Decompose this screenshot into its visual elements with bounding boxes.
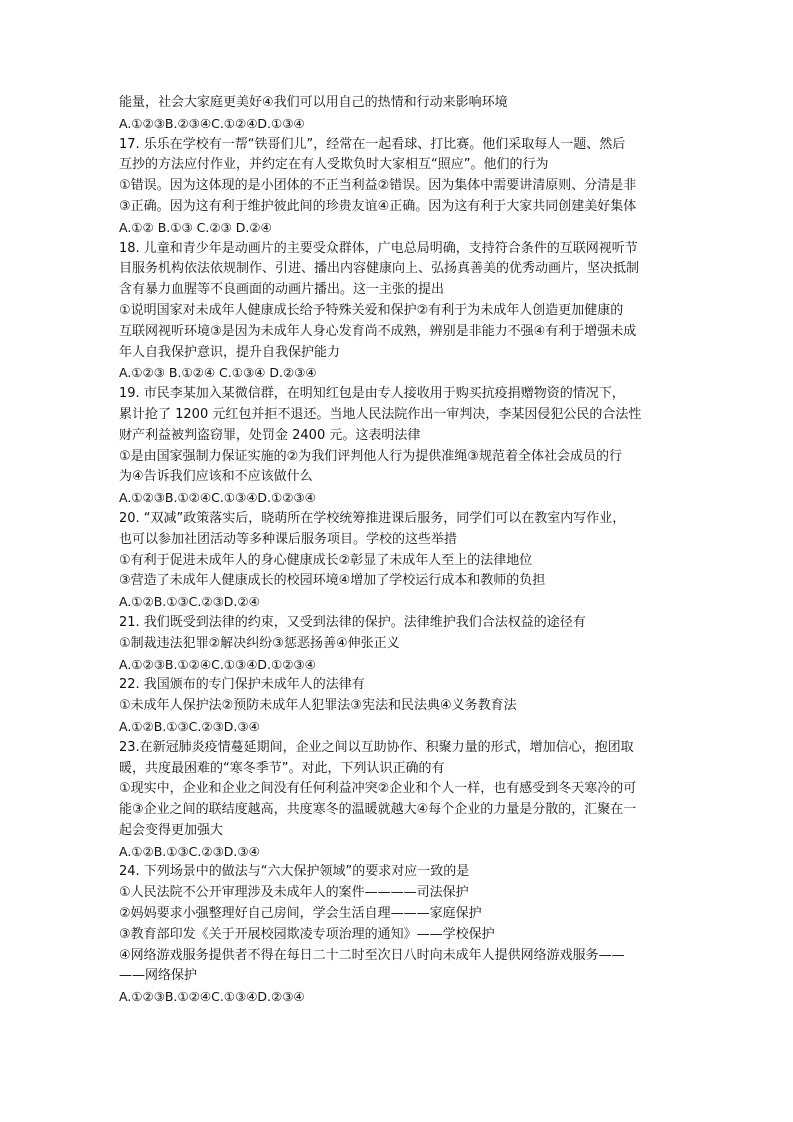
- text-line: 财产利益被判盗窃罪，处罚金 2400 元。这表明法律: [119, 427, 421, 443]
- text-line: 暖，共度最困难的“寒冬季节”。对此，下列认识正确的有: [119, 760, 445, 776]
- text-line: ②妈妈要求小强整理好自己房间，学会生活自理———家庭保护: [119, 906, 482, 922]
- answer-options: A.①②B.①③C.②③D.③④: [119, 718, 260, 734]
- text-line: 互联网视听环境③是因为未成年人身心发育尚不成熟，辨别是非能力不强④有利于增强未成: [119, 323, 637, 339]
- answer-options: A.①②B.①③C.②③D.③④: [119, 843, 260, 859]
- text-line: ③营造了未成年人健康成长的校园环境④增加了学校运行成本和教师的负担: [119, 573, 546, 589]
- answer-options: A.①②③B.①②④C.①③④D.①②③④: [119, 490, 316, 506]
- text-line: 也可以参加社团活动等多种课后服务项目。学校的这些举措: [119, 531, 458, 547]
- answer-options: A.①②③B.②③④C.①②④D.①③④: [119, 115, 305, 131]
- text-line: 能量，社会大家庭更美好④我们可以用自己的热情和行动来影响环境: [119, 95, 508, 110]
- answer-options: A.①②③B.①②④C.①③④D.①②③④: [119, 656, 316, 672]
- text-line: 含有暴力血腥等不良画面的动画片播出。这一主张的提出: [119, 282, 445, 298]
- text-line: 年人自我保护意识，提升自我保护能力: [119, 344, 341, 360]
- text-line: ③教育部印发《关于开展校园欺凌专项治理的通知》——学校保护: [119, 926, 495, 942]
- text-line: ①人民法院不公开审理涉及未成年人的案件————司法保护: [119, 885, 469, 901]
- question-18-stem: 18. 儿童和青少年是动画片的主要受众群体，广电总局明确，支持符合条件的互联网视听节: [119, 240, 638, 256]
- answer-options: A.①②③B.①②④C.①③④D.②③④: [119, 989, 305, 1005]
- question-19-stem: 19. 市民李某加入某微信群，在明知红包是由专人接收用于购买抗疫捐赠物资的情况下，: [119, 386, 625, 402]
- text-line: ——网络保护: [119, 968, 198, 984]
- question-20-stem: 20. “双减”政策落实后，晓萌所在学校统筹推进课后服务，同学们可以在教室内写作业，: [119, 510, 626, 526]
- question-22-stem: 22. 我国颁布的专门保护未成年人的法律有: [119, 677, 365, 693]
- question-23-stem: 23.在新冠肺炎疫情蔓延期间，企业之间以互助协作、积聚力量的形式，增加信心，抱团取: [119, 739, 634, 755]
- text-line: 为④告诉我们应该和不应该做什么: [119, 469, 313, 485]
- text-line: ①现实中，企业和企业之间没有任何利益冲突②企业和个人一样，也有感受到冬天寒冷的可: [119, 781, 637, 797]
- question-text-block: [119, 93, 679, 1008]
- answer-options: A.①②③ B.①②④ C.①③④ D.②③④: [119, 365, 317, 381]
- text-line: ①制裁违法犯罪②解决纠纷③惩恶扬善④伸张正义: [119, 635, 400, 651]
- text-line: 互抄的方法应付作业，并约定在有人受欺负时大家相互“照应”。他们的行为: [119, 157, 549, 173]
- answer-options: A.①② B.①③ C.②③ D.②④: [119, 219, 272, 235]
- text-line: ①错误。因为这体现的是小团体的不正当利益②错误。因为集体中需要讲清原则、分清是非: [119, 178, 637, 194]
- text-line: ③正确。因为这有利于维护彼此间的珍贵友谊④正确。因为这有利于大家共同创建美好集体: [119, 198, 637, 214]
- text-line: 目服务机构依法依规制作、引进、播出内容健康向上、弘扬真善美的优秀动画片，坚决抵制: [119, 261, 640, 277]
- question-21-stem: 21. 我们既受到法律的约束，又受到法律的保护。法律维护我们合法权益的途径有: [119, 614, 586, 630]
- text-line: 累计抢了 1200 元红包并拒不退还。当地人民法院作出一审判决，李某因侵犯公民的合法性: [119, 406, 642, 422]
- question-24-stem: 24. 下列场景中的做法与“六大保护领域”的要求对应一致的是: [119, 864, 470, 880]
- text-line: ①说明国家对未成年人健康成长给予特殊关爱和保护②有利于为未成年人创造更加健康的: [119, 302, 624, 318]
- text-line: 能③企业之间的联结度越高，共度寒冬的温暖就越大④每个企业的力量是分散的，汇聚在一: [119, 802, 637, 818]
- text-line: 起会变得更加强大: [119, 822, 224, 838]
- text-line: ①未成年人保护法②预防未成年人犯罪法③宪法和民法典④义务教育法: [119, 698, 517, 714]
- text-line: ①是由国家强制力保证实施的②为我们评判他人行为提供准绳③规范着全体社会成员的行: [119, 448, 622, 464]
- text-line: ①有利于促进未成年人的身心健康成长②彰显了未成年人至上的法律地位: [119, 552, 533, 568]
- question-17-stem: 17. 乐乐在学校有一帮“铁哥们儿”，经常在一起看球、打比赛。他们采取每人一题、然后: [119, 136, 626, 152]
- answer-options: A.①②B.①③C.②③D.②④: [119, 594, 260, 610]
- text-line: ④网络游戏服务提供者不得在每日二十二时至次日八时向未成年人提供网络游戏服务——: [119, 947, 625, 963]
